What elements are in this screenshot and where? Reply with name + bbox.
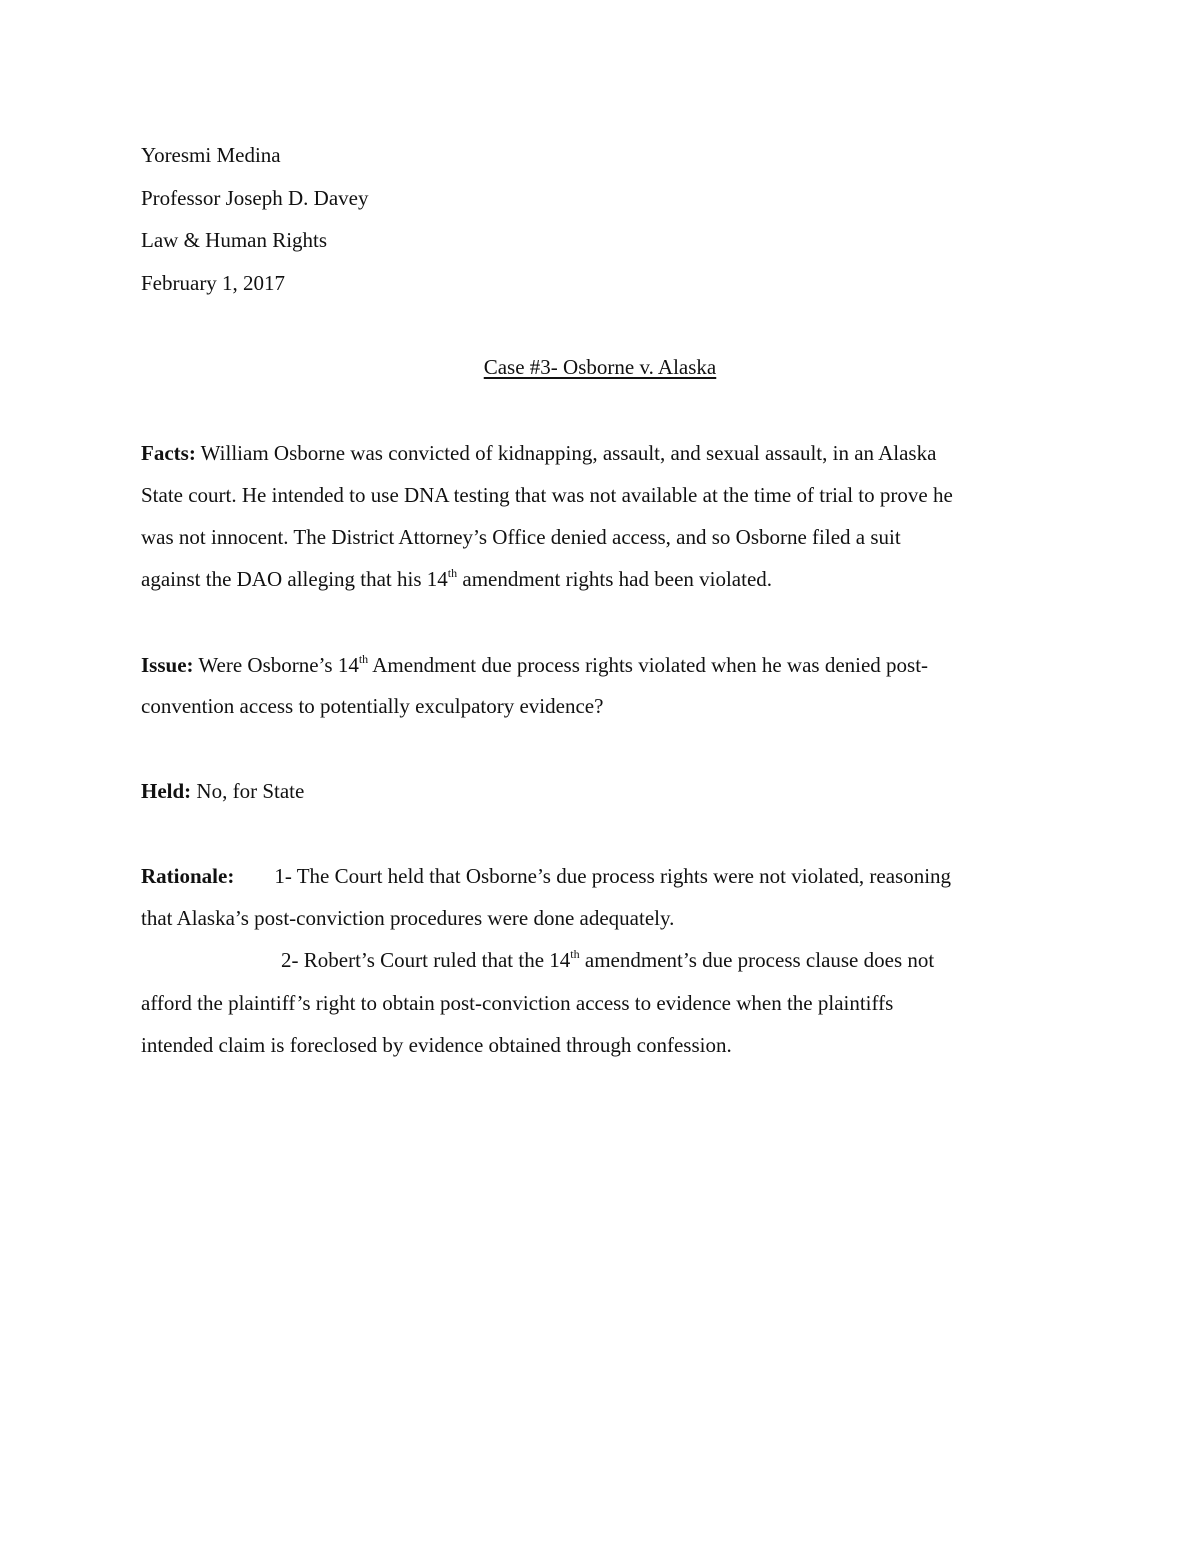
issue-label: Issue: (141, 653, 194, 677)
author-name: Yoresmi Medina (141, 143, 281, 167)
facts-line-2: State court. He intended to use DNA testing that was not available at the time of trial to prove he (141, 483, 953, 507)
rationale-line-5: intended claim is foreclosed by evidence obtained through confession. (141, 1033, 732, 1057)
held-line: Held: No, for State (141, 779, 305, 803)
page-title-text: Case #3- Osborne v. Alaska (483, 355, 717, 379)
rationale-line-3: 2- Robert’s Court ruled that the 14th amendment’s due process clause does not (281, 947, 935, 972)
issue-line-2: convention access to potentially exculpatory evidence? (141, 694, 604, 718)
facts-line-3: was not innocent. The District Attorney’s Office denied access, and so Osborne filed a suit (141, 525, 901, 549)
held-label: Held: (141, 779, 192, 803)
document-date: February 1, 2017 (141, 271, 286, 295)
issue-line-1: Issue: Were Osborne’s 14th Amendment due process rights violated when he was denied post- (141, 652, 929, 677)
rationale-line-1: Rationale: 1- The Court held that Osborne’s due process rights were not violated, reasoning (141, 864, 952, 888)
course-name: Law & Human Rights (141, 228, 328, 252)
rationale-line-4: afford the plaintiff’s right to obtain post-conviction access to evidence when the plaintiffs (141, 991, 894, 1015)
facts-line-4: against the DAO alleging that his 14th amendment rights had been violated. (141, 566, 773, 591)
rationale-label: Rationale: (141, 864, 235, 888)
page-title (0, 355, 1200, 379)
professor-name: Professor Joseph D. Davey (141, 186, 369, 210)
rationale-line-2: that Alaska’s post-conviction procedures were done adequately. (141, 906, 675, 930)
facts-line-1: Facts: William Osborne was convicted of kidnapping, assault, and sexual assault, in an Alaska (141, 441, 937, 465)
facts-label: Facts: (141, 441, 196, 465)
